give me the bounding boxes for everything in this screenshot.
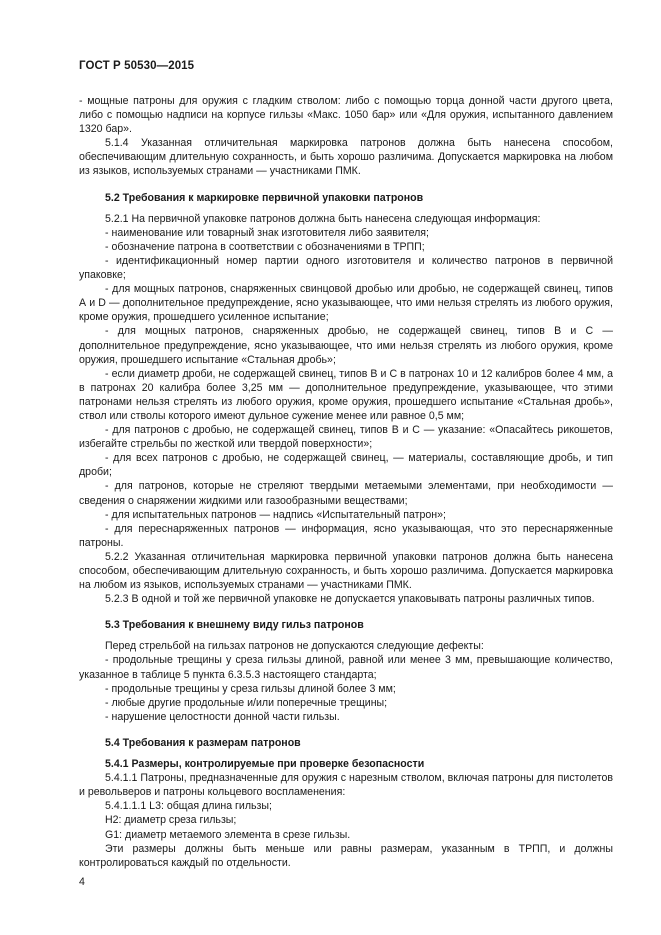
paragraph: Н2: диаметр среза гильзы; (105, 814, 237, 827)
paragraph: - для патронов с дробью, не содержащей свинец, типов В и С — указание: «Опасайтесь рикошетов, избегайте стрельбы по жесткой или твердой поверхности»; (79, 424, 613, 451)
paragraph: - мощные патроны для оружия с гладким стволом: либо с помощью торца донной части другого цвета, либо с помощью надписи на корпусе гильзы «Макс. 1050 бар» или «Для оружия, испытанного давлением 1320 бар». (79, 95, 613, 136)
paragraph: - наименование или товарный знак изготовителя либо заявителя; (105, 226, 429, 239)
paragraph: - для патронов, которые не стреляют твердыми метаемыми элементами, при необходимости — сведения о снаряжении жидкими или газообразными веществами; (79, 480, 613, 507)
paragraph: - для переснаряженных патронов — информация, ясно указывающая, что это переснаряженные патроны. (79, 522, 613, 549)
paragraph: G1: диаметр метаемого элемента в срезе гильзы. (105, 828, 351, 841)
paragraph: 5.4.1.1.1 L3: общая длина гильзы; (105, 800, 272, 813)
document-header: ГОСТ Р 50530—2015 (79, 60, 195, 72)
paragraph: - обозначение патрона в соответствии с обозначениями в ТРПП; (105, 240, 425, 253)
page-number: 4 (79, 876, 85, 888)
paragraph: 5.2.3 В одной и той же первичной упаковке не допускается упаковывать патроны различных типов. (105, 593, 595, 606)
paragraph: - если диаметр дроби, не содержащей свинец, типов В и С в патронах 10 и 12 калибров более 4 мм, а в патронах 20 калибра более 3,25 мм — дополнительное предупреждение, указывающее, что этими патронами нельзя стрелять из любого оружия, кроме оружия, прошедшего испытание «Стальная дробь», ствол или стволы которого имеют дульное сужение менее или равное 0,5 мм; (79, 367, 613, 422)
paragraph: 5.2.1 На первичной упаковке патронов должна быть нанесена следующая информация: (105, 212, 541, 225)
paragraph: - продольные трещины у среза гильзы длиной более 3 мм; (105, 682, 396, 695)
paragraph: - продольные трещины у среза гильзы длиной, равной или менее 3 мм, превышающие количество, указанное в таблице 5 пункта 6.3.5.3 настоящего стандарта; (79, 654, 613, 681)
paragraph: - идентификационный номер партии одного изготовителя и количество патронов в первичной упаковке; (79, 254, 613, 282)
document-body (79, 94, 613, 870)
paragraph: - для всех патронов с дробью, не содержащей свинец, — материалы, составляющие дробь, и тип дроби; (79, 452, 613, 479)
paragraph: - для мощных патронов, снаряженных свинцовой дробью или дробью, не содержащей свинец, типов А и D — дополнительное предупреждение, ясно указывающее, что ими нельзя стрелять из любого оружия, кроме оружия, прошедшего усиленное испытание; (79, 283, 613, 324)
paragraph: - для испытательных патронов — надпись «Испытательный патрон»; (105, 508, 446, 521)
section-heading: 5.2 Требования к маркировке первичной упаковки патронов (105, 191, 424, 204)
section-heading: 5.3 Требования к внешнему виду гильз патронов (105, 619, 364, 632)
paragraph: Перед стрельбой на гильзах патронов не допускаются следующие дефекты: (105, 640, 484, 653)
paragraph: 5.4.1.1 Патроны, предназначенные для оружия с нарезным стволом, включая патроны для пистолетов и револьверов и патроны кольцевого воспламенения: (79, 772, 613, 799)
paragraph: - для мощных патронов, снаряженных дробью, не содержащей свинец, типов В и С — дополнительное предупреждение, ясно указывающее, что ими нельзя стрелять из любого оружия, кроме оружия, прошедшего испытание «Стальная дробь»; (79, 325, 613, 366)
paragraph: 5.2.2 Указанная отличительная маркировка первичной упаковки патронов должна быть нанесена способом, обеспечивающим длительную сохранность, и быть хорошо различима. Допускается маркировка на любом из языков, используемых странами — участниками ПМК. (79, 550, 613, 592)
subsection-heading: 5.4.1 Размеры, контролируемые при проверке безопасности (105, 758, 425, 771)
paragraph: - любые другие продольные и/или поперечные трещины; (105, 696, 388, 709)
paragraph: 5.1.4 Указанная отличительная маркировка патронов должна быть нанесена способом, обеспечивающим длительную сохранность, и быть хорошо различима. Допускается маркировка на любом из языков, используемых странами — участниками ПМК. (79, 137, 613, 178)
section-heading: 5.4 Требования к размерам патронов (105, 736, 301, 749)
paragraph: Эти размеры должны быть меньше или равны размерам, указанным в ТРПП, и должны контролироваться каждый по отдельности. (79, 842, 613, 869)
paragraph: - нарушение целостности донной части гильзы. (105, 710, 340, 723)
